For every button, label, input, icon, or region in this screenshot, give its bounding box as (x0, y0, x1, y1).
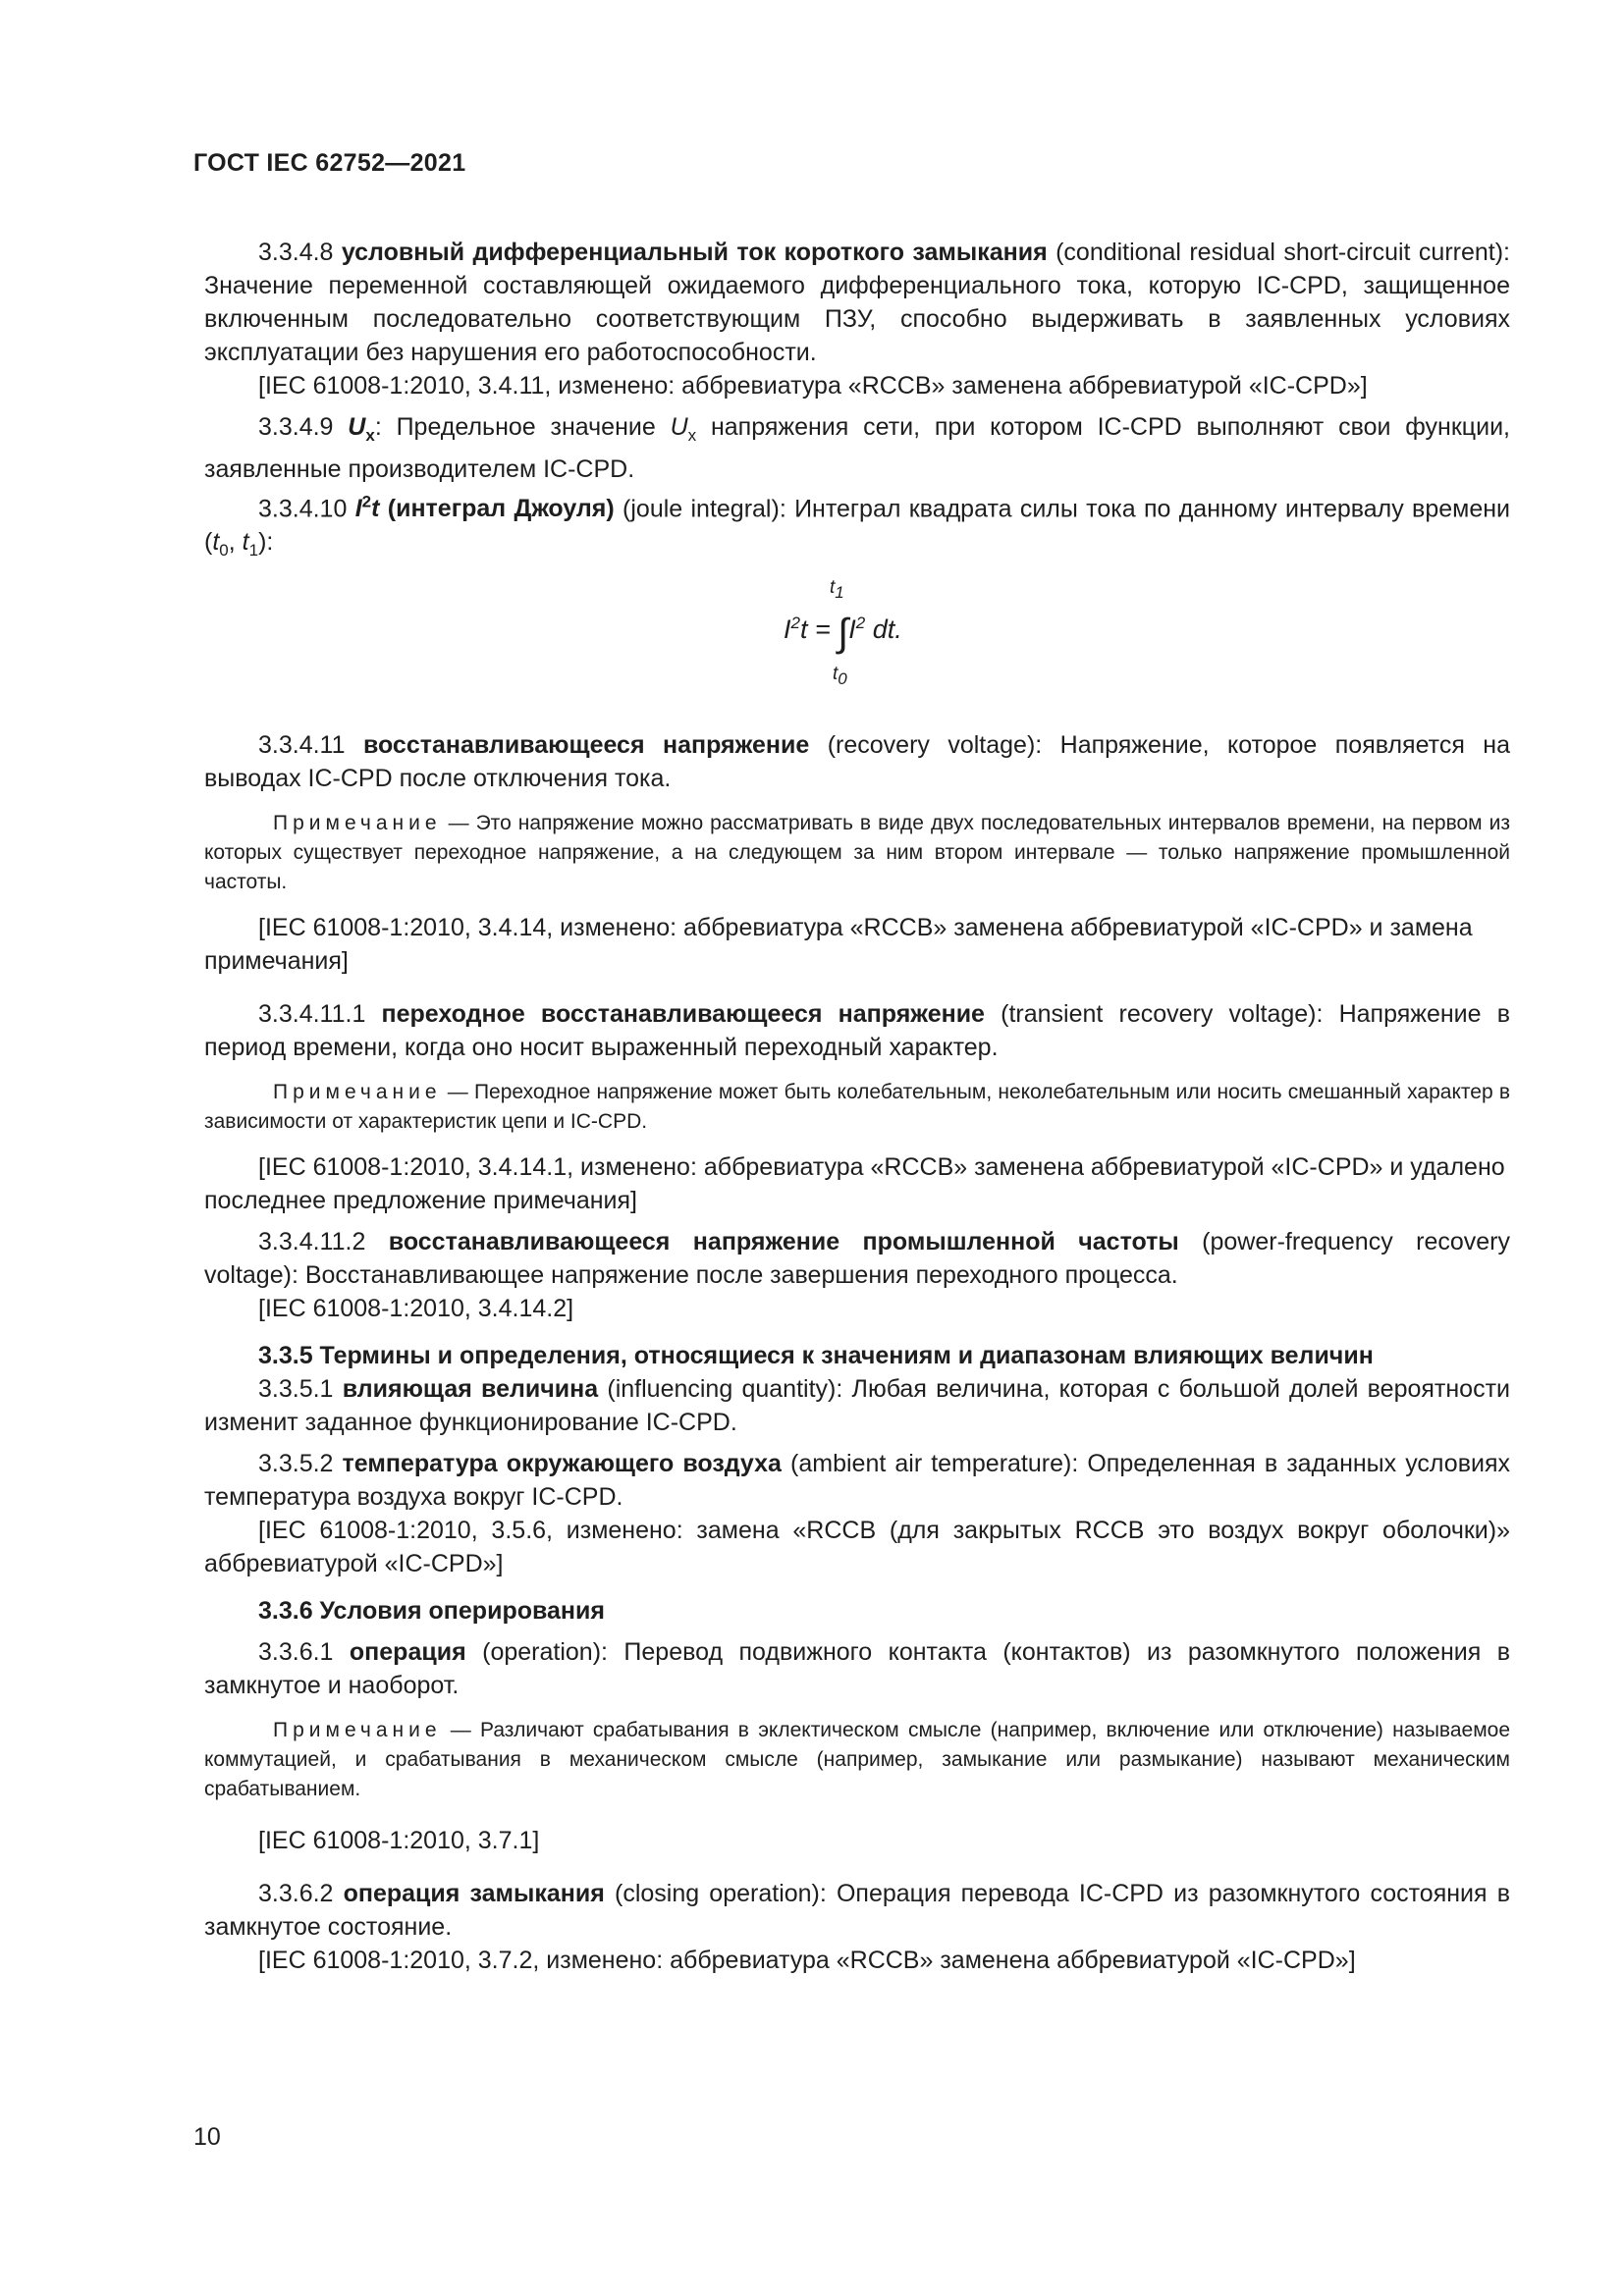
document-body (204, 236, 1510, 1977)
term-3-3-4-9: 3.3.4.9 $U_x$: Предельное значение $U_x$ напряжения сети, при котором IC-CPD выполняют свои функции, заявленные производителем IC-CPD. (204, 413, 1510, 483)
document-header: ГОСТ IEC 62752—2021 (193, 149, 466, 177)
ref-3-3-4-8: [IEC 61008-1:2010, 3.4.11, изменено: аббревиатура «RCCB» заменена аббревиатурой «IC-CPD»] (258, 372, 1368, 400)
term-3-3-4-10: 3.3.4.10 $I^2t$ (интеграл Джоуля) (joule integral): Интеграл квадрата силы тока по данному интервалу времени ($t_0$, $t_1$): (204, 493, 1511, 561)
ref-3-3-5-2: [IEC 61008-1:2010, 3.5.6, изменено: замена «RCCB (для закрытых RCCB это воздух вокруг оболочки)» аббревиатурой «IC-CPD»] (204, 1517, 1510, 1578)
section-heading-3-3-6: 3.3.6 Условия оперирования (258, 1597, 605, 1626)
term-3-3-4-8: 3.3.4.8 условный дифференциальный ток короткого замыкания (conditional residual short-circuit current): Значение переменной составляющей ожидаемого дифференциального тока, которую IC-CPD, защищенное включенным последовательно соответствующим ПЗУ, способно выдерживать в заявленных условиях эксплуатации без нарушения его работоспособности. (204, 239, 1510, 366)
note-3-3-6-1: Примечание — Различают срабатывания в эклектическом смысле (например, включение или отключение) называемое коммутацией, и срабатывания в механическом смысле (например, замыкание или размыкание) называют механическим срабатыванием. (204, 1719, 1510, 1801)
term-3-3-4-11: 3.3.4.11 восстанавливающееся напряжение (recovery voltage): Напряжение, которое появляется на выводах IC-CPD после отключения тока. (204, 731, 1510, 793)
page-number: 10 (193, 2123, 221, 2151)
joule-integral-formula: $t_1$ $I^2t = \int I^2$ dt. $t_0$ (784, 577, 902, 689)
ref-3-3-4-11-1: [IEC 61008-1:2010, 3.4.14.1, изменено: аббревиатура «RCCB» заменена аббревиатурой «IC-CPD» и удалено последнее предложение примечания] (204, 1153, 1505, 1215)
ref-3-3-4-11-2: [IEC 61008-1:2010, 3.4.14.2] (258, 1295, 574, 1323)
note-3-3-4-11: Примечание — Это напряжение можно рассматривать в виде двух последовательных интервалов времени, на первом из которых существует переходное напряжение, а на следующем за ним втором интервале — только напряжение промышленной частоты. (204, 812, 1510, 894)
ref-3-3-6-2: [IEC 61008-1:2010, 3.7.2, изменено: аббревиатура «RCCB» заменена аббревиатурой «IC-CPD»] (258, 1947, 1356, 1975)
term-3-3-6-1: 3.3.6.1 операция (operation): Перевод подвижного контакта (контактов) из разомкнутого положения в замкнутое и наоборот. (204, 1638, 1510, 1700)
term-3-3-5-1: 3.3.5.1 влияющая величина (influencing quantity): Любая величина, которая с большой долей вероятности изменит заданное функционирование IC-CPD. (204, 1375, 1510, 1437)
section-heading-3-3-5: 3.3.5 Термины и определения, относящиеся к значениям и диапазонам влияющих величин (258, 1342, 1374, 1370)
term-3-3-4-11-1: 3.3.4.11.1 переходное восстанавливающееся напряжение (transient recovery voltage): Напряжение в период времени, когда оно носит выраженный переходный характер. (204, 1000, 1510, 1062)
term-3-3-5-2: 3.3.5.2 температура окружающего воздуха (ambient air temperature): Определенная в заданных условиях температура воздуха вокруг IC-CPD. (204, 1450, 1510, 1512)
term-3-3-6-2: 3.3.6.2 операция замыкания (closing operation): Операция перевода IC-CPD из разомкнутого состояния в замкнутое состояние. (204, 1880, 1510, 1942)
note-3-3-4-11-1: Примечание — Переходное напряжение может быть колебательным, неколебательным или носить смешанный характер в зависимости от характеристик цепи и IC-CPD. (204, 1081, 1510, 1134)
term-3-3-4-11-2: 3.3.4.11.2 восстанавливающееся напряжение промышленной частоты (power-frequency recovery voltage): Восстанавливающее напряжение после завершения переходного процесса. (204, 1228, 1510, 1290)
ref-3-3-6-1: [IEC 61008-1:2010, 3.7.1] (258, 1827, 540, 1855)
ref-3-3-4-11: [IEC 61008-1:2010, 3.4.14, изменено: аббревиатура «RCCB» заменена аббревиатурой «IC-CPD» и замена примечания] (204, 914, 1473, 976)
